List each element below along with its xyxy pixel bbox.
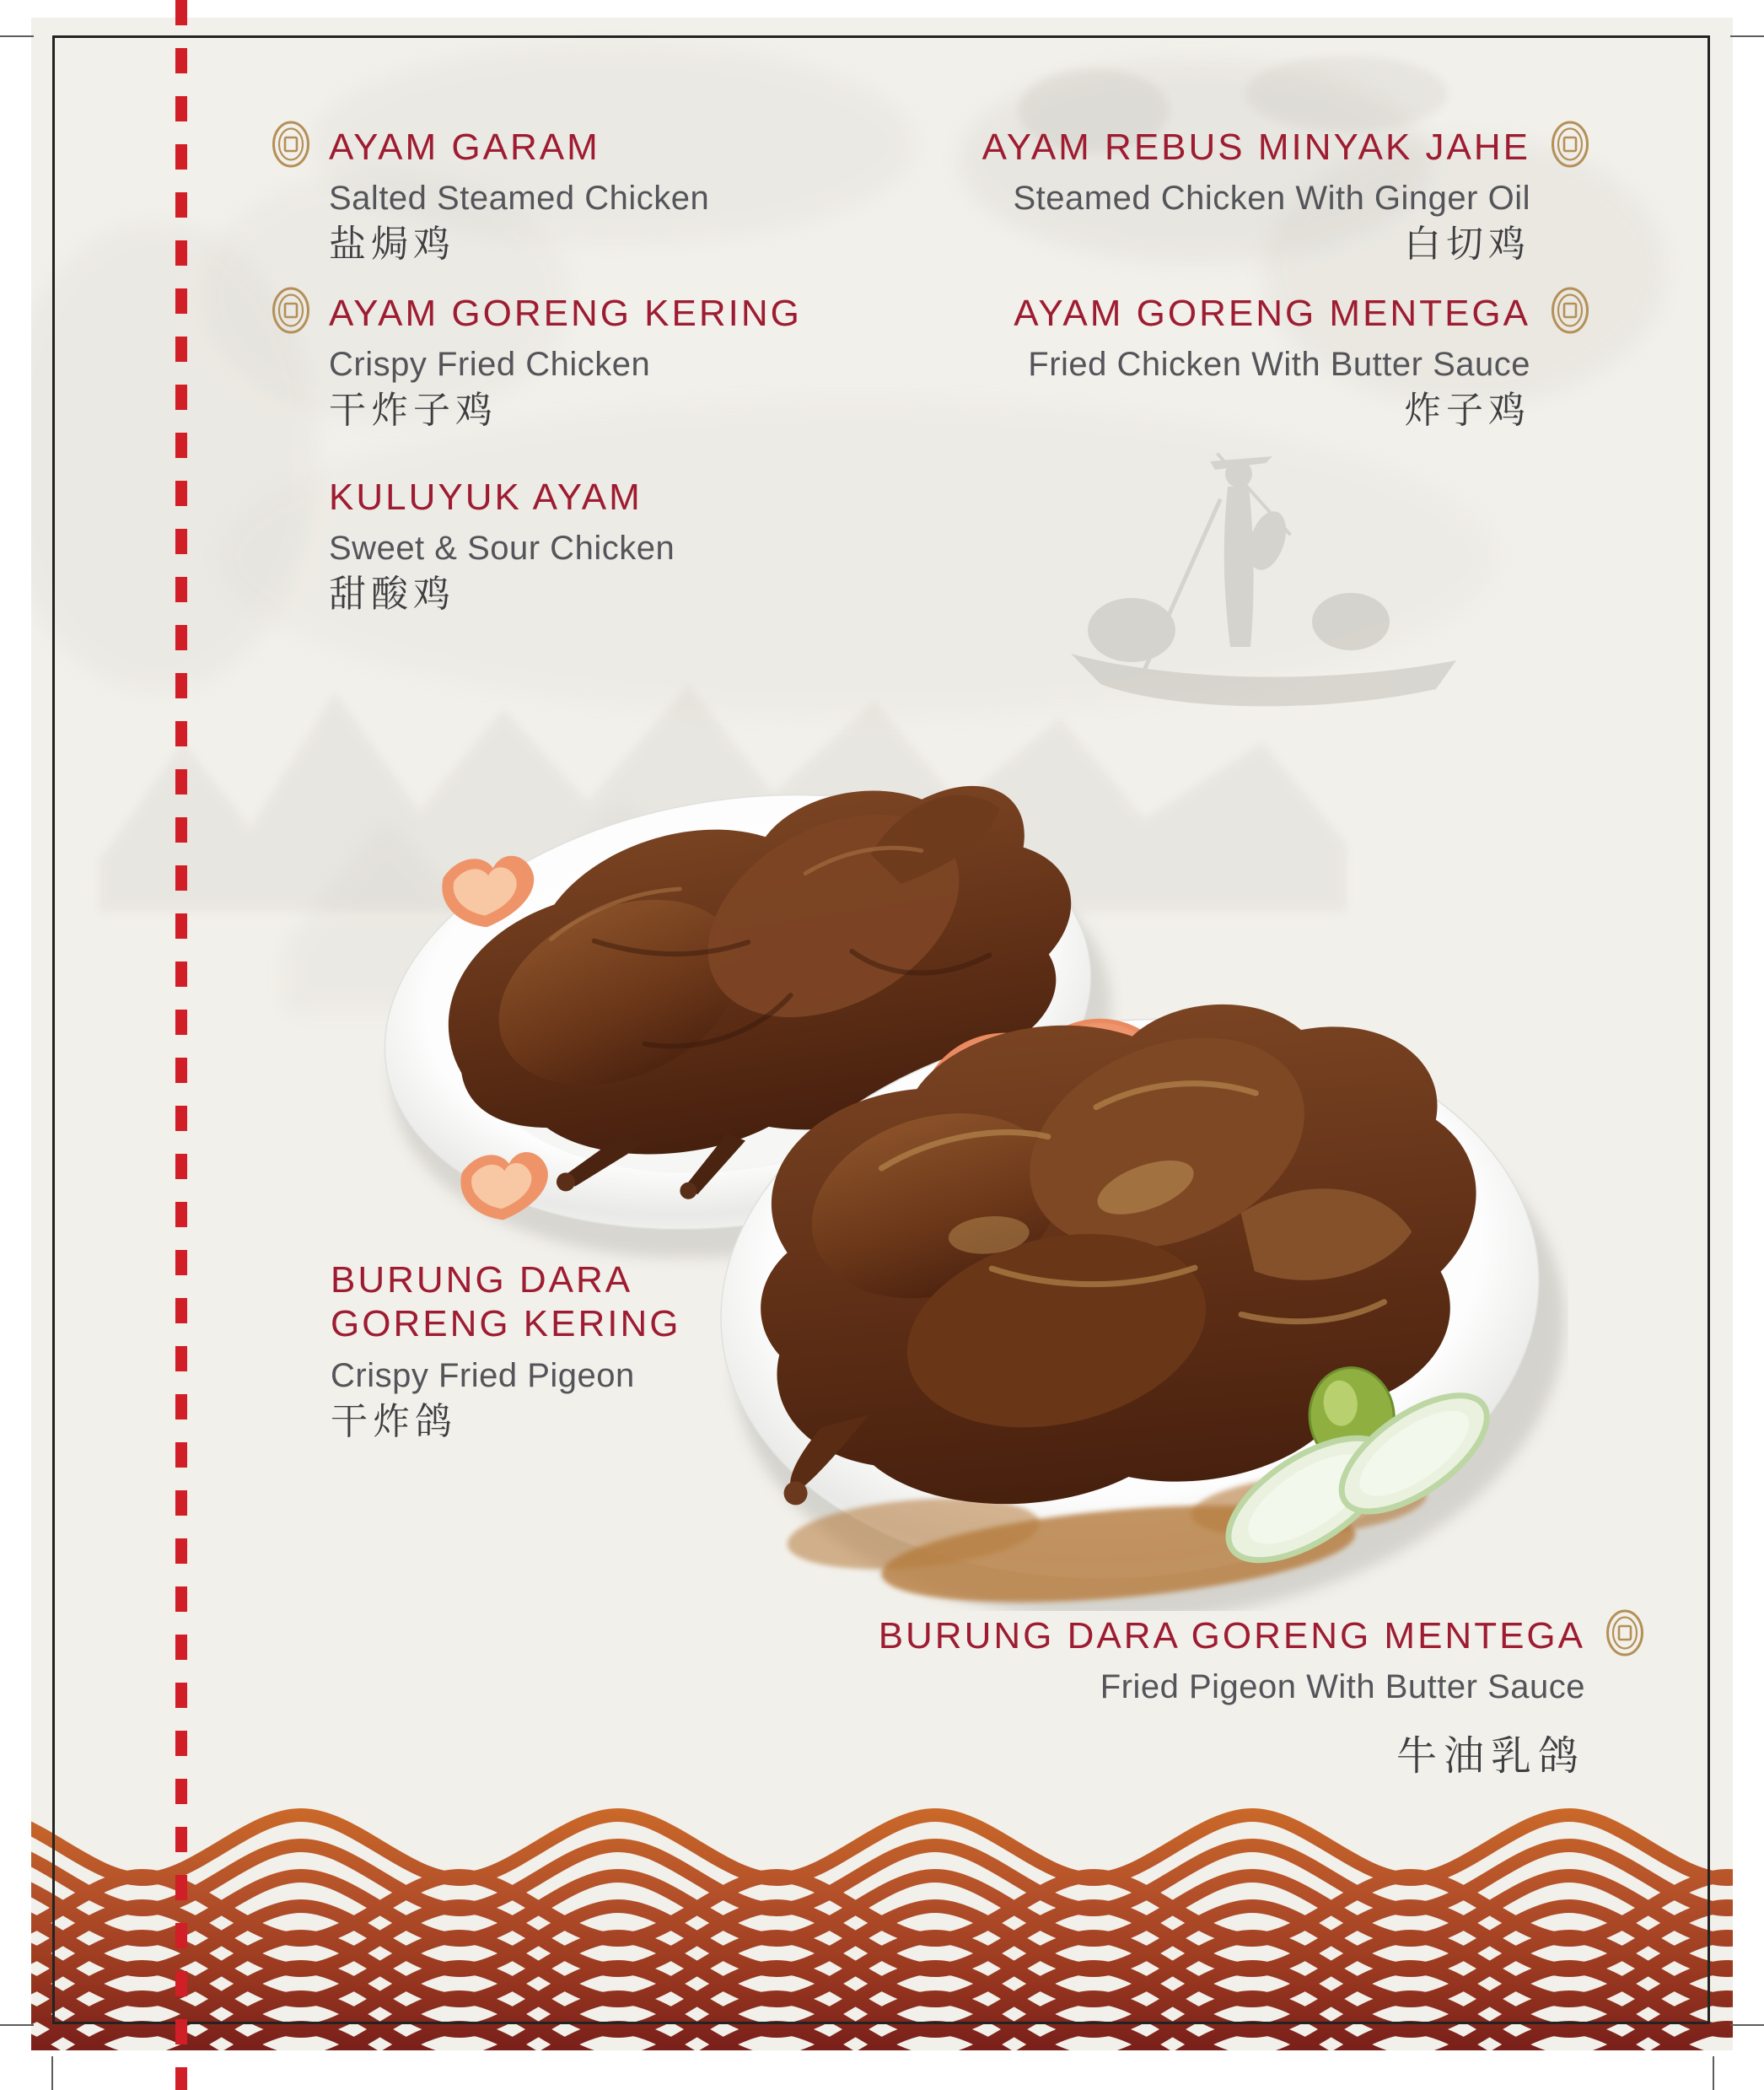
dish-name-line1: BURUNG DARA [331,1259,633,1301]
dish-description: Fried Chicken With Butter Sauce [1028,346,1530,383]
dish-chinese-name: 白切鸡 [1404,224,1530,265]
dish-name: AYAM GORENG KERING [329,293,802,334]
dish-chinese-name: 牛油乳鸽 [1396,1734,1585,1779]
crop-mark [1713,2056,1714,2090]
crop-mark [0,35,34,37]
menu-page [31,18,1733,2050]
crop-mark [1730,2024,1764,2026]
dish-description: Fried Pigeon With Butter Sauce [1100,1668,1585,1705]
dish-chinese-name: 炸子鸡 [1404,390,1530,431]
dish-chinese-name: 干炸鸽 [331,1401,457,1442]
dish-chinese-name: 甜酸鸡 [329,574,455,615]
dish-chinese-name: 盐焗鸡 [329,224,455,265]
dish-description: Salted Steamed Chicken [329,180,710,217]
dish-name: BURUNG DARA GORENG MENTEGA [878,1615,1585,1656]
page-border-frame [52,35,1710,2024]
dish-name-line2: GORENG KERING [331,1303,681,1344]
crop-mark [0,2024,34,2026]
dish-name: AYAM GORENG MENTEGA [1014,293,1530,334]
dish-description: Crispy Fried Pigeon [331,1357,635,1394]
dish-description: Crispy Fried Chicken [329,346,651,383]
dish-description: Sweet & Sour Chicken [329,530,675,567]
crop-mark [1730,35,1764,37]
dish-description: Steamed Chicken With Ginger Oil [1013,180,1530,217]
dish-name: AYAM REBUS MINYAK JAHE [981,127,1530,168]
dish-name: AYAM GARAM [329,127,600,168]
red-dashed-fold-line [175,0,187,2090]
dish-name: KULUYUK AYAM [329,477,643,518]
crop-mark [51,2056,53,2090]
dish-chinese-name: 干炸子鸡 [329,390,497,431]
